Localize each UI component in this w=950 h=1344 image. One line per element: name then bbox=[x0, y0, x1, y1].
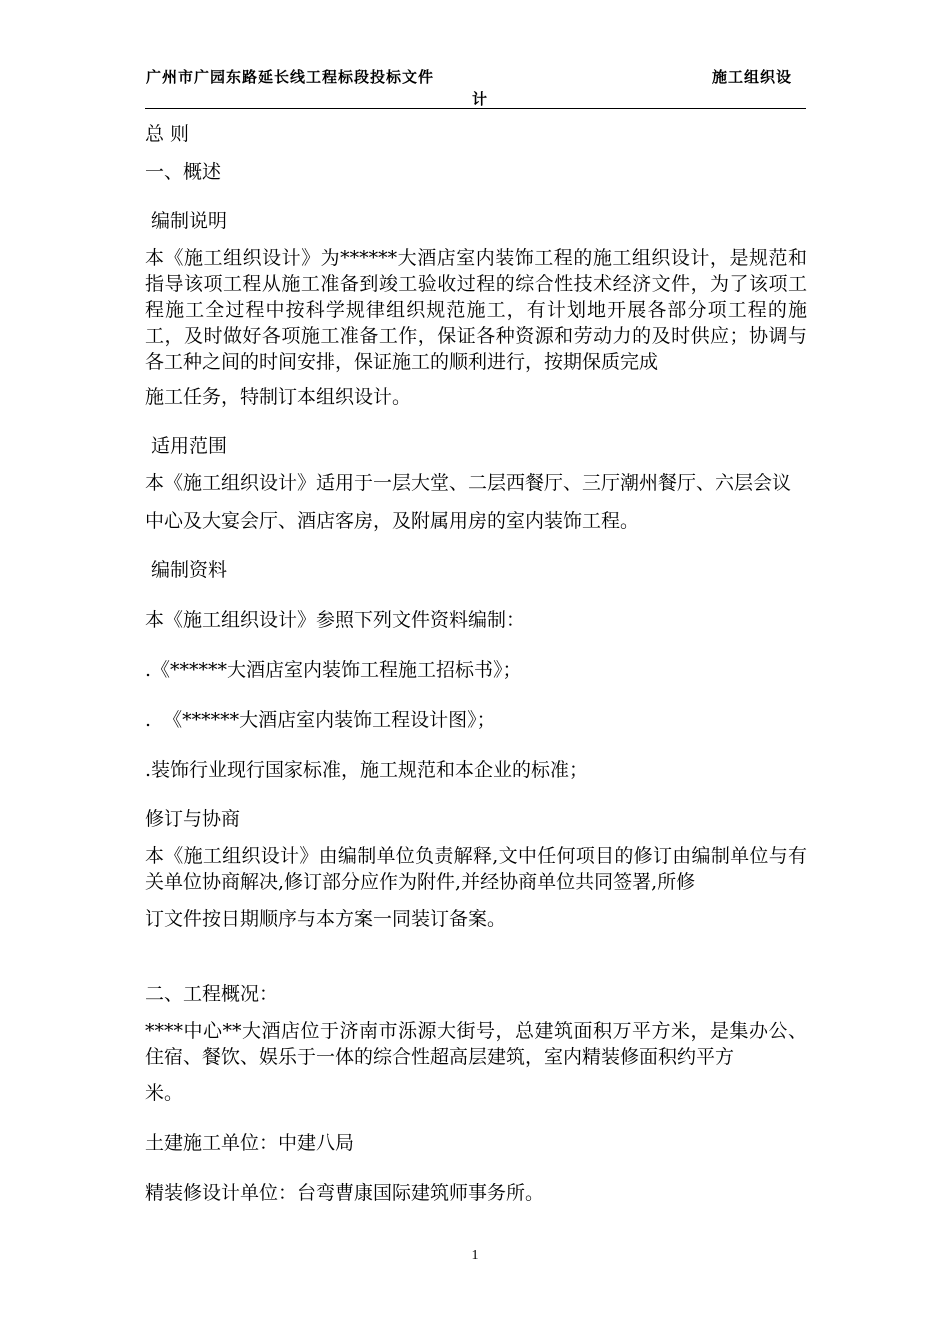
paragraph-compile-note: 本《施工组织设计》为******大酒店室内装饰工程的施工组织设计，是规范和指导该项工程从施工准备到竣工验收过程的综合性技术经济文件，为了该项工程施工全过程中按科学规律组织规范施工，有计划地开展各部分项工程的施工，及时做好各项施工准备工作，保证各种资源和劳动力的及时供应；协调与各工种之间的时间安排，保证施工的顺利进行，按期保质完成 bbox=[145, 247, 807, 373]
header-title-line2: 计 bbox=[471, 90, 488, 108]
reference-item-1: .《******大酒店室内装饰工程施工招标书》； bbox=[145, 659, 522, 681]
heading-project-overview: 二、工程概况： bbox=[145, 983, 279, 1005]
paragraph-compile-note-end: 施工任务，特制订本组织设计。 bbox=[145, 386, 412, 408]
reference-item-3: .装饰行业现行国家标准，施工规范和本企业的标准； bbox=[145, 759, 589, 781]
paragraph-project-end: 米。 bbox=[145, 1082, 184, 1104]
subheading-materials: 编制资料 bbox=[145, 559, 228, 581]
heading-overview: 一、概述 bbox=[145, 161, 222, 183]
paragraph-scope-line1: 本《施工组织设计》适用于一层大堂、二层西餐厅、三厅潮州餐厅、六层会议 bbox=[145, 472, 792, 494]
header-title-line1: 广州市广园东路延长线工程标段投标文件 bbox=[146, 68, 435, 86]
subheading-scope: 适用范围 bbox=[145, 435, 228, 457]
paragraph-revision: 本《施工组织设计》由编制单位负责解释,文中任何项目的修订由编制单位与有关单位协商解决,修订部分应作为附件,并经协商单位共同签署,所修 bbox=[145, 845, 807, 893]
header-section-name: 施工组织设 bbox=[712, 68, 793, 86]
subheading-revision: 修订与协商 bbox=[145, 808, 241, 830]
paragraph-scope-line2: 中心及大宴会厅、酒店客房，及附属用房的室内装饰工程。 bbox=[145, 510, 640, 532]
paragraph-revision-end: 订文件按日期顺序与本方案一同装订备案。 bbox=[145, 908, 507, 930]
heading-general: 总 则 bbox=[145, 123, 190, 145]
design-unit-line: 精装修设计单位：台弯曹康国际建筑师事务所。 bbox=[145, 1182, 545, 1204]
header-document-title bbox=[146, 66, 498, 110]
reference-item-2: . 《******大酒店室内装饰工程设计图》； bbox=[145, 709, 496, 731]
civil-contractor-line: 土建施工单位：中建八局 bbox=[145, 1132, 355, 1154]
header-divider bbox=[145, 108, 806, 109]
page-number: 1 bbox=[471, 1248, 479, 1263]
subheading-compile-note: 编制说明 bbox=[145, 210, 228, 232]
paragraph-project: ****中心**大酒店位于济南市泺源大街号，总建筑面积万平方米，是集办公、住宿、餐饮、娱乐于一体的综合性超高层建筑，室内精装修面积约平方 bbox=[145, 1020, 807, 1068]
paragraph-materials-intro: 本《施工组织设计》参照下列文件资料编制： bbox=[145, 609, 526, 631]
